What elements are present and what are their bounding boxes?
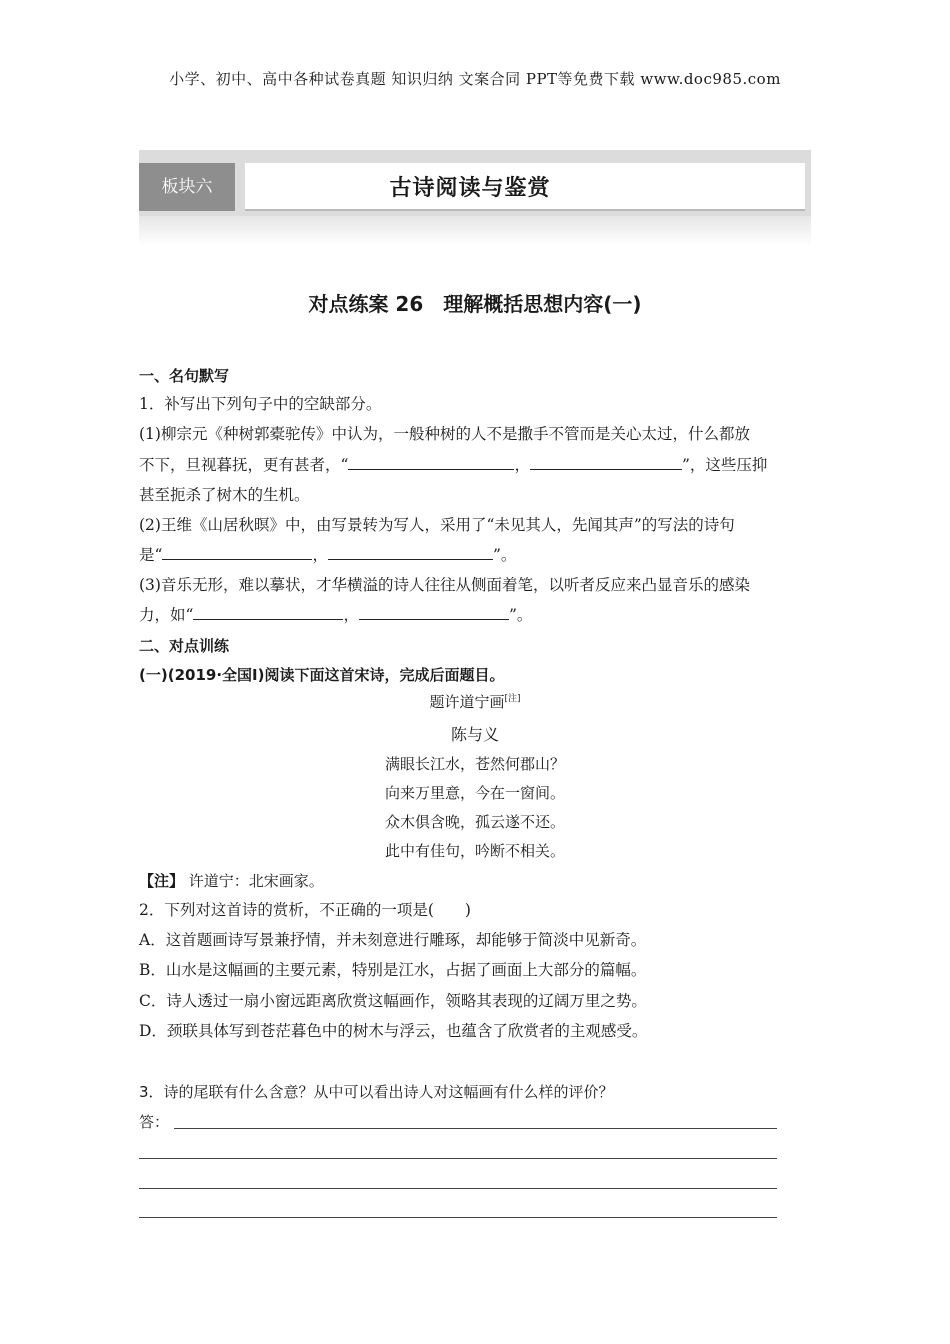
text: 不下，旦视暮抚，更有甚者，“: [139, 456, 349, 474]
reading-intro: (一)(2019·全国Ⅰ)阅读下面这首宋诗，完成后面题目。: [139, 666, 505, 684]
text: ”，这些压抑: [681, 456, 768, 474]
fill-blank[interactable]: [530, 452, 682, 470]
fill-blank[interactable]: [359, 602, 509, 620]
q1-item1-line2: [139, 451, 811, 480]
fill-blank[interactable]: [348, 452, 514, 470]
poem-line: 此中有佳句，吟断不相关。: [384, 842, 565, 860]
part2-heading: 二、对点训练: [139, 637, 230, 655]
note-mark: [注]: [504, 694, 521, 704]
section-tab: 板块六: [139, 163, 235, 211]
part1-heading: 一、名句默写: [139, 367, 230, 385]
q1-item3-line2: [139, 601, 811, 630]
q1-item2-line1: (2)王维《山居秋暝》中，由写景转为写人，采用了“未见其人，先闻其声”的写法的诗句: [139, 516, 735, 534]
text: ”。: [508, 606, 533, 624]
banner-shadow: [139, 216, 811, 246]
answer-line[interactable]: [139, 1158, 777, 1159]
question-1: 1．补写出下列句子中的空缺部分。: [139, 395, 382, 413]
option-b[interactable]: B．山水是这幅画的主要元素，特别是江水，占据了画面上大部分的篇幅。: [139, 961, 647, 979]
fill-blank[interactable]: [162, 542, 312, 560]
poem-author: 陈与义: [450, 725, 499, 744]
q1-item1-line3: 甚至扼杀了树木的生机。: [139, 486, 310, 504]
fill-blank[interactable]: [193, 602, 343, 620]
answer-line[interactable]: [139, 1188, 777, 1189]
lesson-title: 对点练案 26 理解概括思想内容(一): [308, 292, 642, 316]
text: ，: [343, 606, 359, 624]
text: 力，如“: [139, 606, 194, 624]
fill-blank[interactable]: [328, 542, 493, 560]
q1-item3-line1: (3)音乐无形，难以摹状，才华横溢的诗人往往从侧面着笔，以听者反应来凸显音乐的感染: [139, 576, 750, 594]
question-3: 3．诗的尾联有什么含意？从中可以看出诗人对这幅画有什么样的评价？: [139, 1083, 614, 1101]
poem-line: 满眼长江水，苍然何郡山？: [384, 755, 565, 773]
option-c[interactable]: C．诗人透过一扇小窗远距离欣赏这幅画作，领略其表现的辽阔万里之势。: [139, 992, 647, 1010]
site-header: 小学、初中、高中各种试卷真题 知识归纳 文案合同 PPT等免费下载 www.doc985.com: [169, 70, 781, 88]
section-title: 古诗阅读与鉴赏: [389, 175, 551, 201]
poem-title-row: [139, 691, 811, 712]
q1-item1-line1: (1)柳宗元《种树郭橐驼传》中认为，一般种树的人不是撒手不管而是关心太过，什么都放: [139, 425, 750, 443]
option-a[interactable]: A．这首题画诗写景兼抒情，并未刻意进行雕琢，却能够于简淡中见新奇。: [139, 931, 647, 949]
answer-line[interactable]: [174, 1128, 777, 1129]
note-text: 许道宁：北宋画家。: [188, 872, 324, 890]
q1-item2-line2: [139, 541, 811, 570]
answer-line[interactable]: [139, 1217, 777, 1218]
option-d[interactable]: D．颈联具体写到苍茫暮色中的树木与浮云，也蕴含了欣赏者的主观感受。: [139, 1022, 648, 1040]
poem-line: 向来万里意，今在一窗间。: [384, 784, 565, 802]
poem-title: 题许道宁画: [429, 693, 505, 711]
poem-line: 众木俱含晚，孤云遂不还。: [384, 813, 565, 831]
poem-note: [139, 867, 811, 896]
question-2: 2．下列对这首诗的赏析，不正确的一项是( ): [139, 901, 471, 919]
answer-label: 答：: [139, 1113, 170, 1131]
note-label: 【注】: [139, 872, 185, 890]
text: 是“: [139, 546, 163, 564]
text: ，: [514, 456, 530, 474]
text: ”。: [492, 546, 517, 564]
text: ，: [312, 546, 328, 564]
